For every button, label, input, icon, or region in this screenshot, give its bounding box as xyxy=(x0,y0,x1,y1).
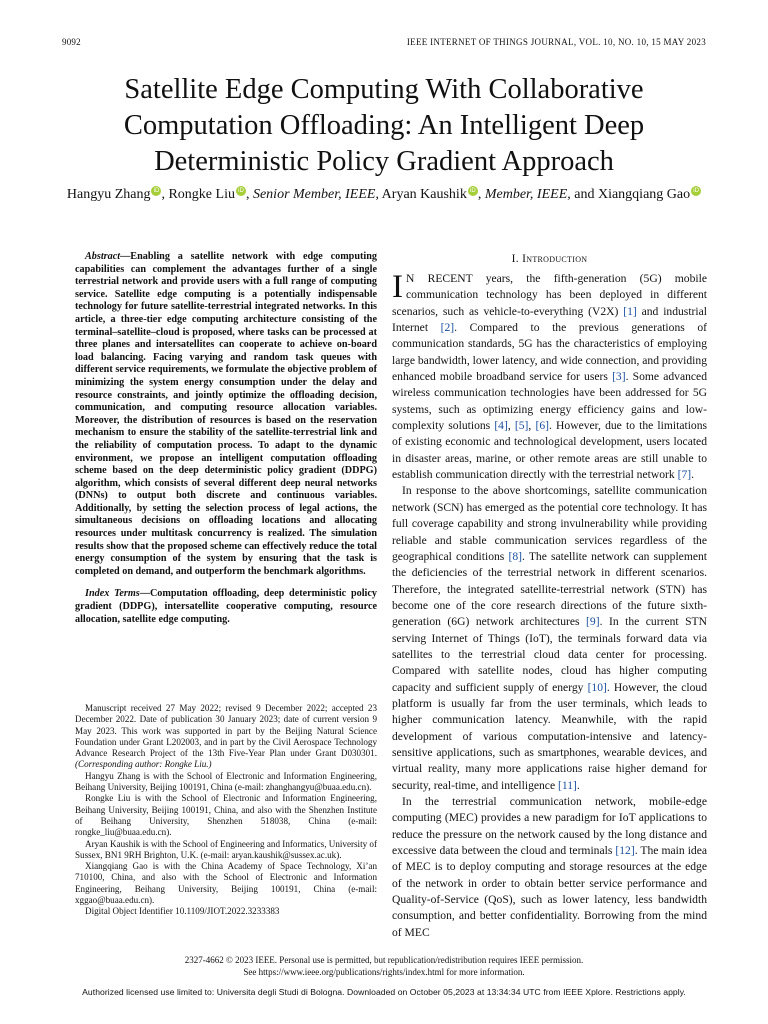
footnote-manuscript: Manuscript received 27 May 2022; revised 9 December 2022; accepted 23 December 2022. Date of publication 30 January 2023; date of current version 9 May 2023. This work was supported in part by the Beijing Natural Science Foundation under Grant L202003, and in part by the Civil Aerospace Technology Advance Research Project of the 13th Five-Year Plan under Grant D030301. (Corresponding author: Rongke Liu.) xyxy=(75,703,377,770)
license-footer: Authorized licensed use limited to: Universita degli Studi di Bologna. Downloaded on October 05,2023 at 13:34:34 UTC from IEEE Xplore. Restrictions apply. xyxy=(82,987,686,997)
citation-link[interactable]: [3] xyxy=(612,370,626,384)
orcid-icon[interactable]: iD xyxy=(468,186,478,196)
abstract xyxy=(75,251,377,578)
citation-link[interactable]: [4] xyxy=(494,419,508,433)
citation-link[interactable]: [10] xyxy=(587,680,607,694)
footnote-affiliation: Xiangqiang Gao is with the China Academy of Space Technology, Xi’an 710100, China, and also with the School of Electronic and Information Engineering, Beihang University, Beijing 100191, China (e-mail: xggao@buaa.edu.cn). xyxy=(75,861,377,906)
citation-link[interactable]: [11] xyxy=(558,778,577,792)
drop-cap: I xyxy=(392,269,403,305)
author-role: Member, IEEE xyxy=(484,187,568,202)
section-heading: I. Introduction xyxy=(511,253,588,265)
citation-link[interactable]: [2] xyxy=(440,321,455,335)
paper-title: Satellite Edge Computing With Collaborative Computation Offloading: An Intelligent Deep Deterministic Policy Gradient Approach xyxy=(123,74,645,177)
index-terms xyxy=(75,588,377,626)
author-name: Aryan Kaushik xyxy=(381,187,467,202)
author-name: Hangyu Zhang xyxy=(66,187,151,202)
footnote-doi: Digital Object Identifier 10.1109/JIOT.2022.3233383 xyxy=(85,906,280,917)
journal-header: IEEE INTERNET OF THINGS JOURNAL, VOL. 10, NO. 10, 15 MAY 2023 xyxy=(406,37,706,47)
page-number: 9092 xyxy=(62,37,81,47)
abstract-text: —Enabling a satellite network with edge computing capabilities can complement the advantages further of a single terrestrial network and provide users with a full range of computing service. Satellite edge computing is a potentially indispensable technology for future satellite-terrestrial integrated networks. In this article, a three-tier edge computing architecture consisting of the terminal–satellite–cloud is proposed, where tasks can be processed at three planes and intersatellites can cooperate to achieve on-board load balancing. Facing varying and random task queues with different service requirements, we formulate the objective problem of minimizing the system energy consumption under the delay and resource constraints, and jointly optimize the offloading decision, communication, and computing resource allocation variables. Moreover, the distribution of resources is based on the reservation mechanism to ensure the stability of the satellite-terrestrial link and the reliability of computation process. To adapt to the dynamic environment, we propose an intelligent computation offloading scheme based on the deep deterministic policy gradient (DDPG) algorithm, which consists of several different deep neural networks (DNNs) to output both discrete and continuous variables. Additionally, by setting the selection process of legal actions, the simultaneous decisions on offloading locations and allocating resources under multitask concurrency is realized. The simulation results show that the proposed scheme can effectively reduce the total energy consumption of the system by ensuring that the task is completed on demand, and outperform the benchmark algorithms. xyxy=(75,251,377,577)
footnote-affiliation: Aryan Kaushik is with the School of Engineering and Informatics, University of Sussex, BN1 9RH Brighton, U.K. (e-mail: aryan.kaushik@sussex.ac.uk). xyxy=(75,838,377,860)
intro-paragraph: In response to the above shortcomings, satellite communication network (SCN) has emerged as the potential core technology. It has full coverage capability and strong invulnerability while providing reliable and stable communication services regardless of the geographical conditions [8]. The satellite network can supplement the deficiencies of the terrestrial network in different scenarios. Therefore, the integrated satellite-terrestrial network (STN) has become one of the core research directions of the future sixth-generation (6G) network architectures [9]. In the current STN serving Internet of Things (IoT), the terminals forward data via satellites to the terrestrial cloud data center for processing. Compared with satellite nodes, cloud has higher computing capacity and sufficient supply of energy [10]. However, the cloud platform is usually far from the user terminals, which leads to higher communication latency. Meanwhile, with the rapid development of various computation-intensive and latency-sensitive applications, such as smartphones, wearable devices, and virtual reality, many more applications raise higher demand for security, real-time, and intelligence [11]. xyxy=(392,484,708,792)
footnote-affiliation: Hangyu Zhang is with the School of Electronic and Information Engineering, Beihang University, Beijing 100191, China (e-mail: zhanghangyu@buaa.edu.cn). xyxy=(75,770,377,793)
intro-paragraph: I N RECENT years, the fifth-generation (5G) mobile communication technology has been deployed in different scenarios, such as vehicle-to-everything (V2X) [1] and industrial Internet [2]. Compared to the previous generations of communication standards, 5G has the characteristics of employing large bandwidth, lower latency, and wide connection, and providing enhanced mobile broadband service for users [3]. Some advanced wireless communication technologies have been addressed for 5G systems, such as optimizing energy efficiency gains and low-complexity solutions [4], [5], [6]. However, due to the limitations of existing economic and technological development, users located in disaster areas, marine, or other remote areas are still unable to establish communication directly with the terrestrial network [7]. xyxy=(392,269,708,482)
citation-link[interactable]: [1] xyxy=(623,304,637,318)
author-list: Hangyu Zhang iD , Rongke Liu iD , Senior Member, IEEE, Aryan Kaushik iD , Member, IEEE, and Xiangqiang Gao iD xyxy=(40,186,728,204)
copyright-notice: 2327-4662 © 2023 IEEE. Personal use is permitted, but republication/redistribution requires IEEE permission. See https://www.ieee.org/publications/rights/index.html for more information. xyxy=(184,955,584,977)
left-column xyxy=(75,251,377,626)
corresponding-author: (Corresponding author: Rongke Liu.) xyxy=(75,759,212,770)
citation-link[interactable]: [6] xyxy=(535,419,549,433)
footnote-affiliation: Rongke Liu is with the School of Electronic and Information Engineering, Beihang University, Beijing 100191, China, and also with the Shenzhen Institute of Beihang University, Shenzhen 518038, China (e-mail: rongke_liu@buaa.edu.cn). xyxy=(75,793,377,838)
citation-link[interactable]: [7] xyxy=(677,468,692,482)
author-name: Rongke Liu xyxy=(168,187,235,202)
abstract-label: Abstract xyxy=(85,251,121,262)
author-role: Senior Member, IEEE xyxy=(252,187,376,202)
first-page-footnote xyxy=(75,703,377,918)
orcid-icon[interactable]: iD xyxy=(691,186,701,196)
citation-link[interactable]: [5] xyxy=(514,419,529,433)
citation-link[interactable]: [8] xyxy=(508,549,522,563)
citation-link[interactable]: [9] xyxy=(586,615,600,629)
intro-paragraph: In the terrestrial communication network, mobile-edge computing (MEC) provides a new paradigm for IoT applications to reduce the pressure on the network caused by the long distance and excessive data between the cloud and terminals [12]. The main idea of MEC is to deploy computing and storage resources at the edge of the network in order to obtain better service performance and Quality-of-Service (QoS), such as lower latency, less bandwidth consumption, and better confidentiality. Borrowing from the mind of MEC xyxy=(392,795,707,939)
orcid-icon[interactable]: iD xyxy=(236,186,246,196)
index-terms-text: —Computation offloading, deep deterministic policy gradient (DDPG), intersatellite cooperative computing, resource allocation, satellite edge computing. xyxy=(75,588,377,625)
author-name: Xiangqiang Gao xyxy=(597,187,691,202)
orcid-icon[interactable]: iD xyxy=(151,186,161,196)
index-terms-label: Index Terms xyxy=(85,588,140,600)
right-column xyxy=(392,253,707,941)
citation-link[interactable]: [12] xyxy=(615,844,635,858)
